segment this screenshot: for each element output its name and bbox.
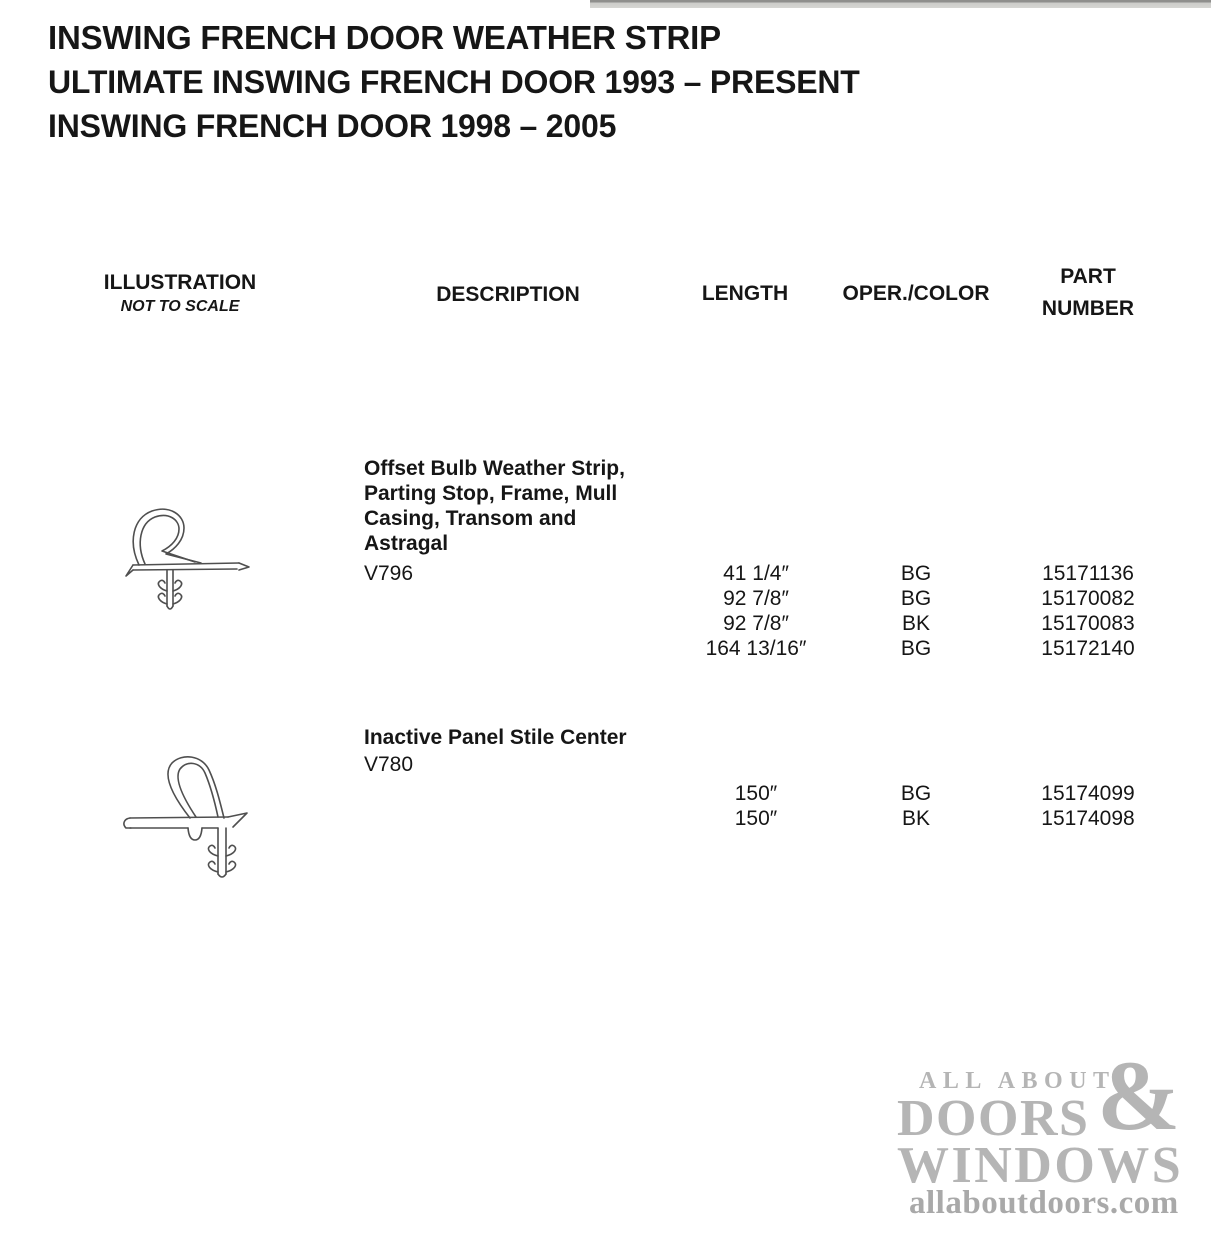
part-number-value: 15172140: [1041, 637, 1135, 660]
column-header-illustration: ILLUSTRATION: [103, 271, 257, 294]
page-title: INSWING FRENCH DOOR WEATHER STRIP: [48, 19, 721, 56]
part-number-value: 15170082: [1041, 587, 1135, 610]
watermark-url: allaboutdoors.com: [909, 1185, 1179, 1221]
watermark-logo: [893, 1040, 1193, 1225]
watermark-all-about: ALL ABOUT: [919, 1068, 1116, 1094]
product-model-number: V796: [364, 562, 414, 585]
length-value: 92 7/8″: [723, 587, 789, 610]
watermark-doors: DOORS: [897, 1090, 1090, 1147]
description-line: Casing, Transom and: [364, 507, 577, 530]
page-subtitle-2: INSWING FRENCH DOOR 1998 – 2005: [48, 108, 617, 144]
column-header-number: NUMBER: [1041, 297, 1135, 320]
top-scrollbar-fragment: [590, 0, 1211, 8]
color-value: BG: [900, 562, 932, 585]
color-value: BG: [900, 587, 932, 610]
column-header-length: LENGTH: [701, 282, 789, 305]
description-line: Astragal: [364, 532, 449, 555]
table-row: [0, 611, 1211, 636]
variant-rows: [0, 781, 1211, 831]
color-value: BK: [901, 612, 930, 635]
description-line: Offset Bulb Weather Strip,: [364, 457, 625, 480]
product-model-number: V780: [364, 753, 414, 776]
length-value: 164 13/16″: [705, 637, 807, 660]
watermark-windows: WINDOWS: [897, 1137, 1184, 1194]
description-line: Parting Stop, Frame, Mull: [364, 482, 618, 505]
column-header-part: PART: [1060, 265, 1116, 288]
ampersand-glyph: &: [1097, 1040, 1181, 1151]
table-row: [0, 636, 1211, 661]
part-number-value: 15174099: [1041, 782, 1135, 805]
part-number-value: 15170083: [1041, 612, 1135, 635]
table-row: [0, 561, 1211, 586]
part-number-value: 15174098: [1041, 807, 1135, 830]
part-number-value: 15171136: [1042, 562, 1134, 585]
length-value: 150″: [734, 782, 778, 805]
color-value: BK: [901, 807, 930, 830]
variant-rows: [0, 561, 1211, 661]
table-row: [0, 781, 1211, 806]
length-value: 92 7/8″: [723, 612, 789, 635]
length-value: 150″: [734, 807, 778, 830]
color-value: BG: [900, 782, 932, 805]
column-header-not-to-scale: NOT TO SCALE: [120, 298, 240, 315]
product-description: [364, 456, 625, 556]
table-row: [0, 806, 1211, 831]
column-header-oper-color: OPER./COLOR: [842, 282, 990, 305]
length-value: 41 1/4″: [723, 562, 789, 585]
page-subtitle-1: ULTIMATE INSWING FRENCH DOOR 1993 – PRESENT: [48, 64, 860, 100]
column-header-description: DESCRIPTION: [436, 283, 580, 306]
product-description: [364, 725, 627, 750]
color-value: BG: [900, 637, 932, 660]
table-row: [0, 586, 1211, 611]
description-line: Inactive Panel Stile Center: [364, 726, 627, 749]
